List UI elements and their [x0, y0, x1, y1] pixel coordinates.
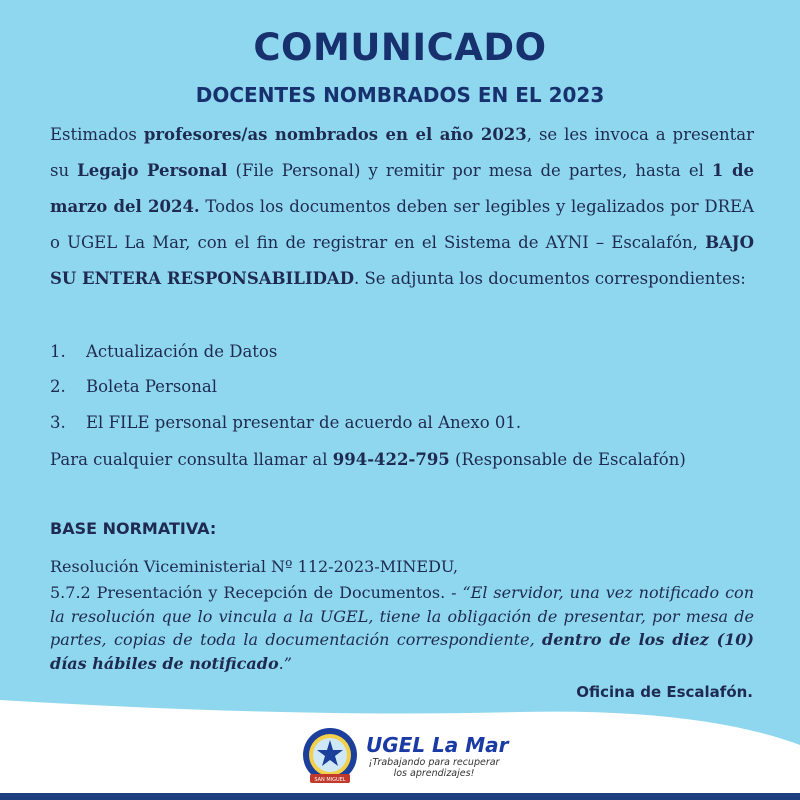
list-item-text: El FILE personal presentar de acuerdo al Anexo 01. — [86, 413, 522, 432]
list-item-text: Actualización de Datos — [86, 342, 278, 361]
normativa-heading: BASE NORMATIVA: — [50, 519, 217, 538]
normativa-quote-text: “El servidor, una vez notificado con la resolución que lo vincula a la UGEL, tiene la obligación de presentar, por mesa de partes, copias de toda la documentación correspondiente, — [50, 583, 754, 649]
intro-text-3: (File Personal) y remitir por mesa de partes, hasta el — [227, 161, 712, 180]
page-subtitle: DOCENTES NOMBRADOS EN EL 2023 — [195, 83, 605, 107]
normativa-quote — [50, 581, 754, 675]
list-item-number: 3. — [50, 413, 66, 432]
intro-bold-2: Legajo Personal — [77, 161, 228, 180]
tagline-line-1: ¡Trabajando para recuperar — [368, 757, 500, 768]
bottom-bar — [0, 793, 800, 800]
normativa-quote-end: .” — [278, 653, 292, 673]
intro-bold-4: BAJO SU ENTERA RESPONSABILIDAD — [50, 233, 754, 288]
page-title: COMUNICADO — [253, 26, 547, 69]
list-item — [50, 342, 277, 361]
normativa-resolution: Resolución Viceministerial Nº 112-2023-MINEDU, — [50, 557, 459, 576]
normativa-quote-bold: dentro de los diez (10) días hábiles de notificado — [50, 630, 755, 673]
intro-bold-3: 1 de marzo del 2024. — [50, 161, 755, 216]
signature: Oficina de Escalafón. — [576, 683, 753, 701]
normativa-section: 5.7.2 Presentación y Recepción de Documentos. — [50, 583, 446, 602]
contact-line — [50, 450, 686, 469]
list-item — [50, 377, 217, 396]
intro-text-5: . Se adjunta los documentos correspondientes: — [354, 269, 746, 288]
list-item-text: Boleta Personal — [86, 377, 217, 396]
intro-text-2: , se les invoca a presentar su — [50, 125, 754, 180]
tagline-line-2: los aprendizajes! — [393, 768, 475, 779]
intro-text-4: Todos los documentos deben ser legibles y legalizados por DREA o UGEL La Mar, con el fin de registrar en el Sistema de AYNI – Escalafón, — [50, 197, 755, 252]
brand-name: UGEL La Mar — [366, 733, 509, 757]
normativa-dash: - — [445, 583, 463, 602]
list-item-number: 2. — [50, 377, 66, 396]
ugel-logo-icon — [300, 726, 360, 786]
intro-paragraph — [50, 117, 754, 297]
brand-tagline — [364, 757, 504, 779]
list-item — [50, 413, 521, 432]
contact-suffix: (Responsable de Escalafón) — [449, 450, 686, 469]
list-item-number: 1. — [50, 342, 66, 361]
intro-bold-1: profesores/as nombrados en el año 2023 — [143, 125, 527, 144]
logo-ribbon-text: SAN MIGUEL — [314, 777, 346, 783]
contact-prefix: Para cualquier consulta llamar al — [50, 450, 333, 469]
intro-text-1: Estimados — [50, 125, 144, 144]
contact-phone: 994-422-795 — [332, 450, 450, 469]
